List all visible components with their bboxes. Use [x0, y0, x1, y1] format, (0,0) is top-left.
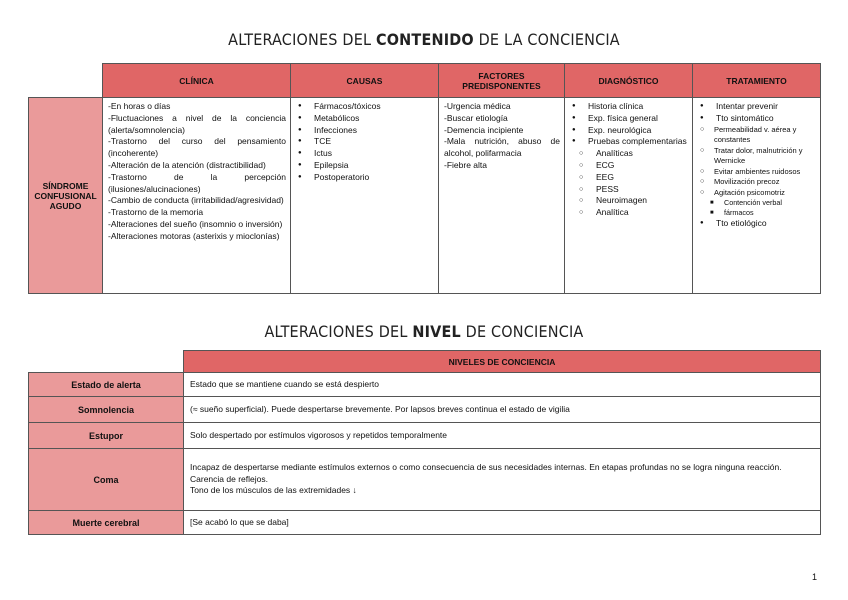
causa-item: ● Postoperatorio — [296, 172, 434, 184]
diagnostico-subitem: ○ EEG — [570, 172, 688, 184]
header-diagnostico: DIAGNÓSTICO — [565, 64, 693, 98]
cell-clinica — [103, 98, 291, 294]
tratamiento-subitem: ○ Movilización precoz — [698, 177, 816, 188]
causa-item: ● Infecciones — [296, 125, 434, 137]
header-clinica: CLÍNICA — [103, 64, 291, 98]
factor-line: -Urgencia médica — [444, 101, 511, 111]
nivel-label: Estado de alerta — [29, 373, 184, 397]
clinica-line: -Trastorno de la memoria — [108, 207, 204, 218]
tratamiento-subitem: ○ Tratar dolor, malnutrición y Wernicke — [698, 146, 816, 167]
nivel-label: Somnolencia — [29, 397, 184, 423]
nivel-desc: Estado que se mantiene cuando se está despierto — [184, 373, 821, 397]
causa-item: ● Ictus — [296, 148, 434, 160]
cell-diagnostico — [565, 98, 693, 294]
diagnostico-subitem: ○ Analítica — [570, 207, 688, 219]
coma-line: Tono de los músculos de las extremidades ↓ — [190, 485, 357, 496]
nivel-desc — [184, 449, 821, 511]
tratamiento-subitem: ○ Evitar ambientes ruidosos — [698, 167, 816, 178]
clinica-line: -Cambio de conducta (irritabilidad/agresividad) — [108, 195, 284, 206]
nivel-desc: Solo despertado por estímulos vigorosos y repetidos temporalmente — [184, 423, 821, 449]
clinica-line: -Trastorno de la percepción (ilusiones/alucinaciones) — [108, 171, 286, 194]
nivel-desc: [Se acabó lo que se daba] — [184, 511, 821, 535]
row-header-sindrome: SÍNDROME CONFUSIONAL AGUDO — [29, 98, 103, 294]
clinica-line: -Alteraciones del sueño (insomnio o inversión) — [108, 218, 283, 229]
page-number: 1 — [812, 572, 818, 582]
diagnostico-item: ● Historia clínica — [570, 101, 688, 113]
factor-line: -Demencia incipiente — [444, 124, 524, 135]
diagnostico-item: ● Exp. física general — [570, 113, 688, 125]
clinica-line: -Alteración de la atención (distractibilidad) — [108, 159, 266, 170]
cell-factores — [439, 98, 565, 294]
tratamiento-item: ● Intentar prevenir — [698, 101, 816, 113]
header-niveles: NIVELES DE CONCIENCIA — [184, 351, 821, 373]
cell-tratamiento — [693, 98, 821, 294]
header-tratamiento: TRATAMIENTO — [693, 64, 821, 98]
header-factores: FACTORES PREDISPONENTES — [439, 64, 565, 98]
title-contenido: ALTERACIONES DEL CONTENIDO DE LA CONCIENCIA — [228, 30, 620, 49]
clinica-line: -Alteraciones motoras (asterixis y mioclonías) — [108, 230, 280, 241]
nivel-label: Estupor — [29, 423, 184, 449]
causa-item: ● Metabólicos — [296, 113, 434, 125]
factor-line: -Buscar etiología — [444, 112, 508, 123]
coma-line: Incapaz de despertarse mediante estímulos externos o como consecuencia de sus necesidades internas. En etapas profundas no se logra ninguna reacción. — [190, 462, 782, 473]
causa-item: ● Fármacos/tóxicos — [296, 101, 434, 113]
tratamiento-subsubitem: ■ fármacos — [698, 208, 816, 218]
header-causas: CAUSAS — [291, 64, 439, 98]
coma-line: Carencia de reflejos. — [190, 473, 268, 484]
diagnostico-subitem: ○ PESS — [570, 184, 688, 196]
table-niveles — [28, 350, 821, 535]
tratamiento-subsubitem: ■ Contención verbal — [698, 198, 816, 208]
causa-item: ● TCE — [296, 136, 434, 148]
clinica-line: -En horas o días — [108, 101, 171, 111]
nivel-label: Muerte cerebral — [29, 511, 184, 535]
diagnostico-item: ● Exp. neurológica — [570, 125, 688, 137]
tratamiento-item: ● Tto etiológico — [698, 218, 816, 230]
tratamiento-subitem: ○ Agitación psicomotriz — [698, 188, 816, 199]
nivel-desc: (≈ sueño superficial). Puede despertarse brevemente. Por lapsos breves continua el estado de vigilia — [184, 397, 821, 423]
causa-item: ● Epilepsia — [296, 160, 434, 172]
diagnostico-item: ● Pruebas complementarias — [570, 136, 688, 148]
tratamiento-item: ● Tto sintomático — [698, 113, 816, 125]
factor-line: -Mala nutrición, abuso de alcohol, polifarmacia — [444, 136, 560, 159]
cell-causas — [291, 98, 439, 294]
corner-cell — [29, 351, 184, 373]
factor-line: -Fiebre alta — [444, 159, 487, 170]
diagnostico-subitem: ○ Analíticas — [570, 148, 688, 160]
diagnostico-subitem: ○ ECG — [570, 160, 688, 172]
diagnostico-subitem: ○ Neuroimagen — [570, 195, 688, 207]
corner-cell — [29, 64, 103, 98]
tratamiento-subitem: ○ Permeabilidad v. aérea y constantes — [698, 125, 816, 146]
title-nivel: ALTERACIONES DEL NIVEL DE CONCIENCIA — [264, 322, 584, 341]
clinica-line: -Trastorno del curso del pensamiento (incoherente) — [108, 136, 286, 159]
nivel-label: Coma — [29, 449, 184, 511]
clinica-line: -Fluctuaciones a nivel de la conciencia (alerta/somnolencia) — [108, 112, 286, 135]
table-contenido — [28, 63, 821, 294]
